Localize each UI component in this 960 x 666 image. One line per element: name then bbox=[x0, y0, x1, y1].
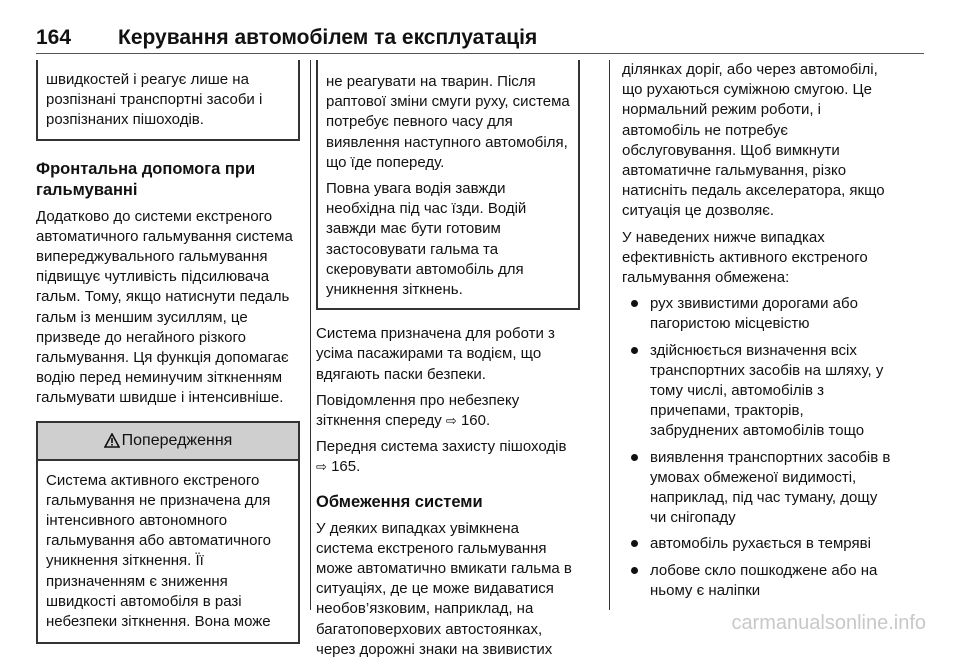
page-reference-icon: ⇨ bbox=[316, 459, 327, 475]
pedestrian-protection-page-link[interactable]: 165. bbox=[331, 458, 361, 476]
warning-box bbox=[36, 421, 300, 645]
section-heading-system-limits: Обмеження системи bbox=[316, 492, 483, 511]
warning-continued-text-2: Повна увага водія завжди необхідна під час їзди. Водій завжди має бути готовим застосовувати гальма та скеровувати автомобіль для уникнення зіткнень. bbox=[326, 180, 527, 299]
header-rule bbox=[36, 53, 924, 54]
front-brake-assist-paragraph: Додатково до системи екстреного автоматичного гальмування система випереджувального гальмування підвищує чутливість підсилювача гальм. Тому, якщо натиснути педаль гальм із меншим зусиллям, це призведе до негайного різкого гальмування. Ця функція допомагає водію перед неминучим зіткненням гальмувати швидше і інтенсивніше. bbox=[36, 207, 293, 407]
pedestrian-protection-text: Передня система захисту пішоходів bbox=[316, 438, 567, 456]
system-limits-paragraph: У деяких випадках увімкнена система екстреного гальмування може автоматично вмикати гальма в ситуаціях, де це може видаватися необов’язковим, наприклад, на багатоповерхових автостоянках, через дорожні знаки на звивистих bbox=[316, 519, 572, 658]
bullet-icon bbox=[631, 567, 638, 574]
pedestrian-protection-reference bbox=[316, 437, 580, 477]
warning-body bbox=[38, 461, 298, 643]
warning-header bbox=[38, 423, 298, 461]
column-2 bbox=[316, 60, 580, 666]
column-3 bbox=[622, 60, 892, 607]
bullet-icon bbox=[631, 300, 638, 307]
collision-alert-text: Повідомлення про небезпеку зіткнення спереду bbox=[316, 391, 520, 430]
continued-text: швидкостей і реагує лише на розпізнані транспортні засоби і розпізнаних пішоходів. bbox=[46, 71, 263, 129]
list-item: виявлення транспортних засобів в умовах обмеженої видимості, наприклад, під час туману, дощу чи снігопаду bbox=[622, 448, 892, 529]
list-item: рух звивистими дорогами або пагористою місцевістю bbox=[622, 294, 892, 334]
warning-title: Попередження bbox=[121, 431, 233, 449]
collision-alert-page-link[interactable]: 160. bbox=[460, 412, 491, 430]
page-number: 164 bbox=[36, 26, 72, 49]
bullet-icon bbox=[631, 540, 638, 547]
page-title: Керування автомобілем та експлуатація bbox=[118, 26, 538, 49]
warning-continued-text-1: не реагувати на тварин. Після раптової зміни смуги руху, система потребує певного часу для виявлення наступного автомобіля, що їде попереду. bbox=[326, 73, 570, 171]
continued-warning-box bbox=[36, 60, 300, 141]
continued-paragraph: ділянках доріг, або через автомобілі, що рухаються суміжною смугою. Це нормальний режим роботи, і автомобіль не потребує обслуговування. Щоб вимкнути автоматичне гальмування, різко натисніть педаль акселератора, якщо ситуація це дозволяє. bbox=[622, 61, 885, 220]
list-item: автомобіль рухається в темряві bbox=[622, 534, 892, 554]
column-1 bbox=[36, 60, 300, 644]
warning-text: Система активного екстреного гальмування не призначена для інтенсивного автономного гальмування або автоматичного уникнення зіткнення. Її призначенням є зниження швидкості автомобіля в разі небезпеки зіткнення. Вона може bbox=[46, 471, 271, 631]
collision-alert-reference bbox=[316, 391, 580, 431]
warning-box-continued bbox=[316, 60, 580, 310]
bullet-icon bbox=[631, 454, 638, 461]
page-header bbox=[36, 26, 537, 50]
page-reference-icon: ⇨ bbox=[445, 413, 457, 429]
list-item: здійснюється визначення всіх транспортних засобів на шляху, у тому числі, автомобілів з причепами, тракторів, забруднених автомобілів тощо bbox=[622, 341, 892, 442]
limitations-list bbox=[622, 294, 892, 601]
watermark: carmanualsonline.info bbox=[731, 612, 926, 634]
warning-triangle-icon bbox=[104, 433, 120, 448]
column-divider-2 bbox=[609, 60, 610, 610]
column-divider-1 bbox=[310, 60, 311, 610]
section-heading-front-brake-assist: Фронтальна допомога при гальмуванні bbox=[36, 159, 256, 199]
seatbelt-paragraph: Система призначена для роботи з усіма пасажирами та водієм, що вдягають паски безпеки. bbox=[316, 325, 555, 383]
list-item: лобове скло пошкоджене або на ньому є наліпки bbox=[622, 561, 892, 601]
bullet-icon bbox=[631, 347, 638, 354]
limitations-intro: У наведених нижче випадках ефективність активного екстреного гальмування обмежена: bbox=[622, 228, 868, 287]
